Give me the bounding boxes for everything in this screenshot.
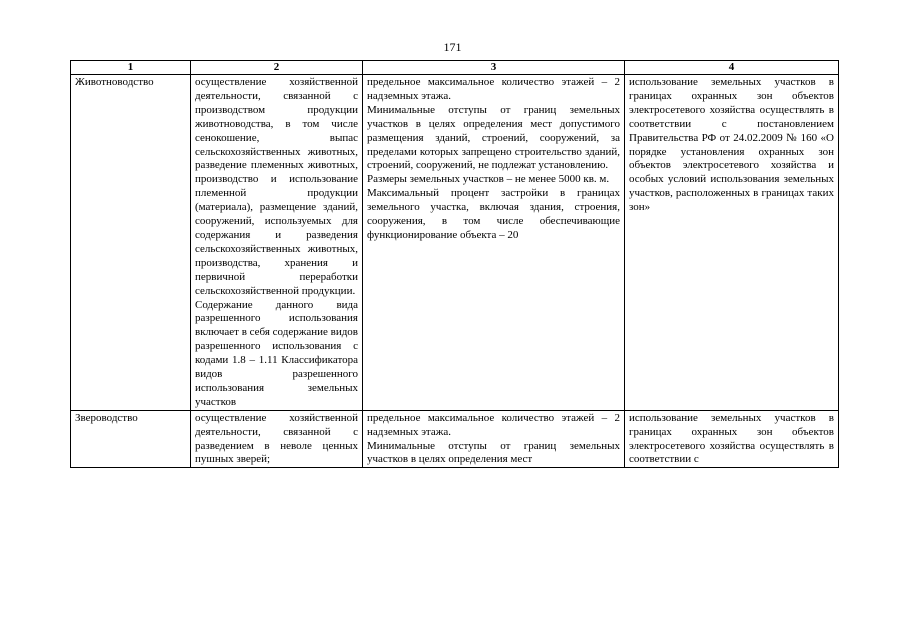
table-row [71,75,839,411]
restrictions-cell [625,410,839,467]
description-paragraph: осуществление хозяйственной деятельности, связанной с разведением в неволе ценных пушных зверей; [195,411,358,466]
parameter-paragraph: Максимальный процент застройки в границах земельного участка, включая здания, строения, сооружения, в том числе обеспечивающие функционирование объекта – 20 [367,187,620,241]
parameter-paragraph: предельное максимальное количество этажей – 2 надземных этажа. [367,76,620,102]
use-description-cell [191,75,363,411]
column-header: 3 [363,61,625,75]
description-paragraph: осуществление хозяйственной деятельности, связанной с производством продукции животноводства, в том числе сенокошение, выпас сельскохозяйственных животных, разведение племенных животных, производство и использование племенной продукции (материала), размещение зданий, сооружений, используемых для содержания и разведения сельскохозяйственных животных, производства, хранения и первичной переработки сельскохозяйственной продукции. [195,76,358,297]
table-row [71,410,839,467]
parameters-cell [363,75,625,411]
table-header-row [71,61,839,75]
column-header: 2 [191,61,363,75]
use-type-name: Звероводство [75,411,138,424]
use-description-cell [191,410,363,467]
parameters-cell [363,410,625,467]
zoning-table [70,60,839,468]
column-header: 4 [625,61,839,75]
parameter-paragraph: Минимальные отступы от границ земельных участков в целях определения мест допустимого размещения зданий, строений, сооружений, за пределами которых запрещено строительство зданий, строений, сооружений, не подлежат установлению. [367,103,620,172]
use-type-name-cell [71,410,191,467]
page-number: 171 [443,40,462,54]
parameter-paragraph: предельное максимальное количество этажей – 2 надземных этажа. [367,411,620,438]
column-header: 1 [71,61,191,75]
restriction-paragraph: использование земельных участков в границах охранных зон объектов электросетевого хозяйства осуществлять в соответствии с постановлением Правительства РФ от 24.02.2009 № 160 «О порядке установления охранных зон объектов электросетевого хозяйства и особых условий использования земельных участков, расположенных в границах таких зон» [629,76,834,214]
use-type-name: Животноводство [71,75,191,411]
restriction-paragraph: использование земельных участков в границах охранных зон объектов электросетевого хозяйства осуществлять в соответствии с [629,411,834,466]
restrictions-cell [625,75,839,411]
description-paragraph: Содержание данного вида разрешенного использования включает в себя содержание видов разрешенного использования с кодами 1.8 – 1.11 Классификатора видов разрешенного использования земельных участков [195,298,358,408]
parameter-paragraph: Минимальные отступы от границ земельных участков в целях определения мест [367,439,620,466]
parameter-paragraph: Размеры земельных участков – не менее 5000 кв. м. [367,173,610,186]
